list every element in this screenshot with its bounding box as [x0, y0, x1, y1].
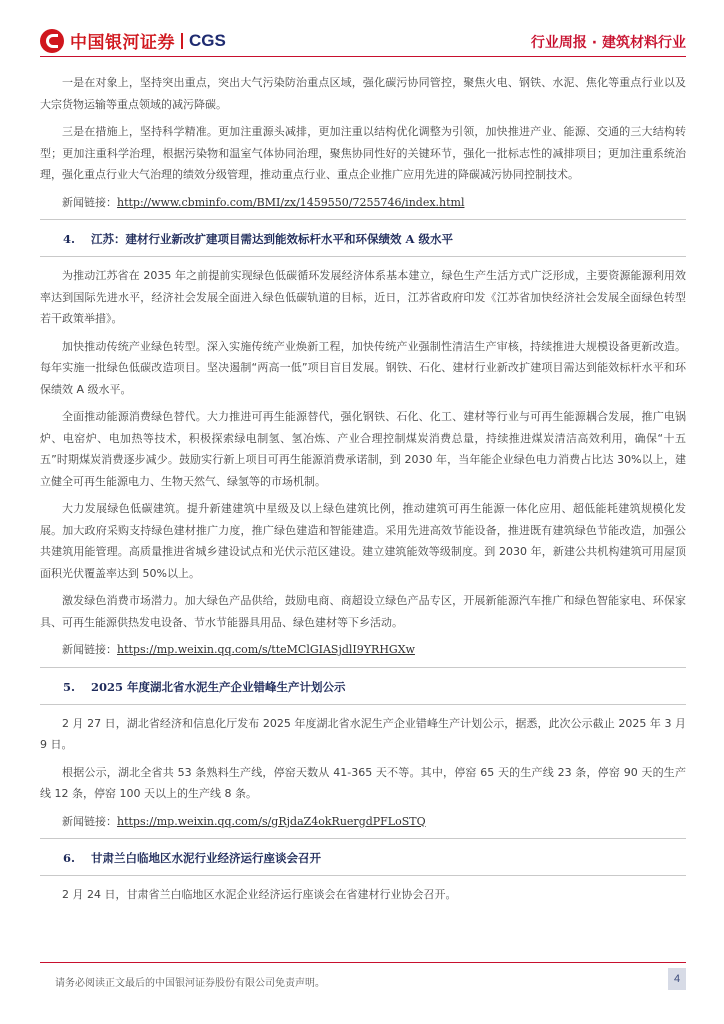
news-link-label: 新闻链接： [62, 814, 117, 828]
logo-divider [181, 33, 183, 49]
section-title: 2025 年度湖北省水泥生产企业错峰生产计划公示 [91, 679, 346, 694]
body-paragraph: 三是在措施上，坚持科学精准。更加注重源头减排，更加注重以结构优化调整为引领，加快推进产业、能源、交通的三大结构转型；更加注重科学治理，根据污染物和温室气体协同治理，聚焦协同性好的关键环节，强化一批标志性的减排项目；更加注重系统治理，强化重点行业大气治理的绩效分级管理，推动重点行业、重点企业推广应用先进的降碳减污协同控制技术。 [40, 125, 686, 181]
section-number: 5. [63, 679, 76, 694]
news-link [40, 639, 686, 661]
news-link-label: 新闻链接： [62, 643, 117, 656]
section-divider [40, 219, 686, 220]
body-paragraph: 2 月 24 日，甘肃省兰白临地区水泥企业经济运行座谈会在省建材行业协会召开。 [62, 888, 457, 901]
page-header [0, 0, 724, 62]
body-paragraph: 为推动江苏省在 2035 年之前提前实现绿色低碳循环发展经济体系基本建立，绿色生产生活方式广泛形成，主要资源能源利用效率达到国际先进水平，经济社会发展全面进入绿色低碳轨道的目标，近日，江苏省政府印发《江苏省加快经济社会发展全面绿色转型若干政策举措》。 [40, 269, 686, 325]
section-number: 4. [63, 232, 76, 246]
footer-disclaimer: 请务必阅读正文最后的中国银河证券股份有限公司免责声明。 [55, 978, 325, 989]
body-paragraph: 一是在对象上，坚持突出重点，突出大气污染防治重点区域，强化碳污协同管控，聚焦火电、钢铁、水泥、焦化等重点行业以及大宗货物运输等重点领域的减污降碳。 [40, 76, 686, 111]
header-divider [40, 56, 686, 57]
section-divider [40, 875, 686, 876]
body-paragraph: 全面推动能源消费绿色替代。大力推进可再生能源替代，强化钢铁、石化、化工、建材等行业与可再生能源耦合发展，推广电锅炉、电窑炉、电加热等技术，积极探索绿电制氢、氢冶炼、产业合理控制煤炭消费总量，持续推进煤炭清洁高效利用，确保“十五五”时期煤炭消费逐步减少。鼓励实行新上项目可再生能源消费承诺制，到 2030 年，当年能企业绿色电力消费占比达 30%以上，建立健全可再生能源电力、生物天然气、绿氢等的市场机制。 [40, 410, 686, 488]
section-heading [40, 847, 686, 869]
body-paragraph: 2 月 27 日，湖北省经济和信息化厅发布 2025 年度湖北省水泥生产企业错峰生产计划公示，据悉，此次公示截止 2025 年 3 月 9 日。 [40, 716, 686, 751]
section-divider [40, 704, 686, 705]
news-link-url[interactable]: https://mp.weixin.qq.com/s/gRjdaZ4okRuergdPFLoSTQ [117, 814, 426, 828]
logo-mark-icon [40, 29, 64, 53]
body-paragraph: 激发绿色消费市场潜力。加大绿色产品供给，鼓励电商、商超设立绿色产品专区，开展新能源汽车推广和绿色智能家电、环保家具、可再生能源供热发电设备、节水节能器具用品、绿色建材等下乡活动。 [40, 594, 686, 629]
news-link-url[interactable]: http://www.cbminfo.com/BMI/zx/1459550/7255746/index.html [117, 195, 465, 209]
section-divider [40, 667, 686, 668]
news-link [40, 192, 686, 214]
company-logo [40, 28, 226, 53]
brand-name-cn: 中国银河证券 [70, 33, 175, 53]
page-number: 4 [668, 968, 686, 990]
body-paragraph: 加快推动传统产业绿色转型。深入实施传统产业焕新工程，加快传统产业强制性清洁生产审核，持续推进大规模设备更新改造。每年实施一批绿色低碳改造项目。坚决遏制“两高一低”项目盲目发展。钢铁、石化、建材行业新改扩建项目需达到能效标杆水平和环保绩效 A 级水平。 [40, 339, 686, 396]
section-number: 6. [63, 851, 76, 865]
section-divider [40, 838, 686, 839]
news-link [40, 811, 686, 833]
section-title: 江苏：建材行业新改扩建项目需达到能效标杆水平和环保绩效 A 级水平 [91, 232, 453, 246]
section-divider [40, 256, 686, 257]
section-heading [40, 228, 686, 250]
section-heading [40, 676, 686, 698]
news-link-label: 新闻链接： [62, 195, 117, 209]
section-title: 甘肃兰白临地区水泥行业经济运行座谈会召开 [91, 851, 322, 865]
brand-name-en: CGS [189, 30, 226, 50]
footer-divider [40, 962, 686, 963]
news-link-url[interactable]: https://mp.weixin.qq.com/s/tteMClGIASjdlI9YRHGXw [117, 643, 415, 656]
report-type-label: 行业周报 · 建筑材料行业 [530, 35, 686, 51]
report-body [40, 72, 686, 912]
body-paragraph: 大力发展绿色低碳建筑。提升新建建筑中星级及以上绿色建筑比例，推动建筑可再生能源一体化应用、超低能耗建筑规模化发展。加大政府采购支持绿色建材推广力度，推广绿色建造和智能建造。采用先进高效节能设备，推进既有建筑绿色节能改造，加强公共建筑用能管理。高质量推进省城乡建设试点和光伏示范区建设。建立建筑能效等级制度。到 2030 年，新建公共机构建筑可用屋顶面积光伏覆盖率达到 50%以上。 [40, 502, 686, 580]
body-paragraph: 根据公示，湖北全省共 53 条熟料生产线，停窑天数从 41-365 天不等。其中，停窑 65 天的生产线 23 条，停窑 90 天的生产线 12 条，停窑 100 天以上的生产线 8 条。 [40, 765, 686, 800]
